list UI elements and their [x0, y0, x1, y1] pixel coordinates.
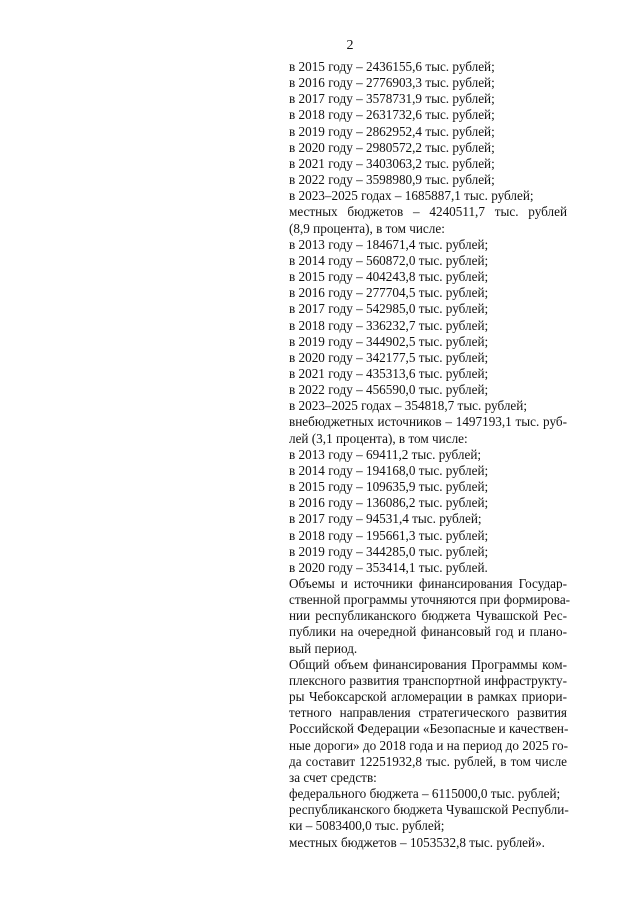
paragraph-line: Российской Федерации «Безопасные и качествен-: [289, 721, 569, 737]
paragraph-line: публики на очередной финансовый год и плано-: [289, 624, 567, 640]
paragraph-line: Объемы и источники финансирования Государ-: [289, 576, 567, 591]
list-item: в 2017 году – 542985,0 тыс. рублей;: [289, 301, 489, 317]
list-item: в 2013 году – 184671,4 тыс. рублей;: [289, 236, 489, 252]
funding-sources: [289, 786, 567, 851]
republican-budget-years: [289, 59, 567, 204]
list-item: в 2019 году – 344285,0 тыс. рублей;: [289, 543, 489, 559]
local-budget-header-cont: (8,9 процента), в том числе:: [289, 220, 445, 236]
list-item: в 2023–2025 годах – 1685887,1 тыс. рублей;: [289, 188, 534, 204]
list-item: в 2019 году – 344902,5 тыс. рублей;: [289, 333, 489, 349]
list-item: в 2017 году – 3578731,9 тыс. рублей;: [289, 91, 495, 107]
paragraph-line: ры Чебоксарской агломерации в рамках приори-: [289, 689, 567, 705]
local-budget-section: [289, 204, 567, 414]
paragraph-line: ственной программы уточняются при формирова-: [289, 592, 571, 608]
list-item: ки – 5083400,0 тыс. рублей;: [289, 818, 445, 834]
list-item: в 2020 году – 342177,5 тыс. рублей;: [289, 349, 489, 365]
list-item: в 2015 году – 109635,9 тыс. рублей;: [289, 479, 489, 495]
paragraph-line: нии республиканского бюджета Чувашской Рес-: [289, 608, 567, 624]
list-item: в 2019 году – 2862952,4 тыс. рублей;: [289, 123, 495, 139]
list-item: в 2022 году – 3598980,9 тыс. рублей;: [289, 172, 495, 188]
list-item: в 2021 году – 3403063,2 тыс. рублей;: [289, 155, 495, 171]
list-item: в 2020 году – 2980572,2 тыс. рублей;: [289, 139, 495, 155]
list-item: республиканского бюджета Чувашской Республи-: [289, 802, 569, 818]
list-item: федерального бюджета – 6115000,0 тыс. рублей;: [289, 786, 561, 802]
list-item: в 2016 году – 136086,2 тыс. рублей;: [289, 495, 489, 511]
paragraph-line: тетного направления стратегического развития: [289, 705, 567, 721]
list-item: в 2015 году – 404243,8 тыс. рублей;: [289, 269, 489, 285]
list-item: в 2014 году – 560872,0 тыс. рублей;: [289, 252, 489, 268]
list-item: в 2018 году – 336232,7 тыс. рублей;: [289, 317, 489, 333]
paragraph-line: Общий объем финансирования Программы ком-: [289, 656, 567, 672]
list-item: в 2016 году – 277704,5 тыс. рублей;: [289, 285, 489, 301]
extrabudgetary-header-cont: лей (3,1 процента), в том числе:: [289, 430, 468, 446]
list-item: в 2021 году – 435313,6 тыс. рублей;: [289, 365, 489, 381]
list-item: в 2018 году – 2631732,6 тыс. рублей;: [289, 107, 495, 123]
list-item: в 2014 году – 194168,0 тыс. рублей;: [289, 462, 489, 478]
list-item: в 2013 году – 69411,2 тыс. рублей;: [289, 446, 482, 462]
paragraph-line: вый период.: [289, 640, 358, 656]
total-financing-paragraph: [289, 657, 567, 786]
paragraph-line: за счет средств:: [289, 769, 377, 785]
list-item: местных бюджетов – 1053532,8 тыс. рублей».: [289, 834, 545, 850]
local-budget-header: местных бюджетов – 4240511,7 тыс. рублей: [289, 204, 567, 220]
list-item: в 2018 году – 195661,3 тыс. рублей;: [289, 527, 489, 543]
extrabudgetary-header: внебюджетных источников – 1497193,1 тыс. руб-: [289, 414, 567, 430]
page-number: 2: [346, 38, 354, 53]
clarification-paragraph: [289, 576, 571, 657]
list-item: в 2015 году – 2436155,6 тыс. рублей;: [289, 59, 495, 74]
list-item: в 2022 году – 456590,0 тыс. рублей;: [289, 382, 489, 398]
paragraph-line: ные дороги» до 2018 года и на период до 2025 го-: [289, 737, 569, 753]
extrabudgetary-section: [289, 414, 567, 576]
list-item: в 2020 году – 353414,1 тыс. рублей.: [289, 559, 488, 575]
paragraph-line: плексного развития транспортной инфраструкту-: [289, 672, 567, 688]
list-item: в 2023–2025 годах – 354818,7 тыс. рублей;: [289, 398, 527, 414]
list-item: в 2017 году – 94531,4 тыс. рублей;: [289, 511, 482, 527]
paragraph-line: да составит 12251932,8 тыс. рублей, в том числе: [289, 753, 567, 769]
list-item: в 2016 году – 2776903,3 тыс. рублей;: [289, 75, 495, 91]
financing-text-column: [289, 59, 571, 851]
